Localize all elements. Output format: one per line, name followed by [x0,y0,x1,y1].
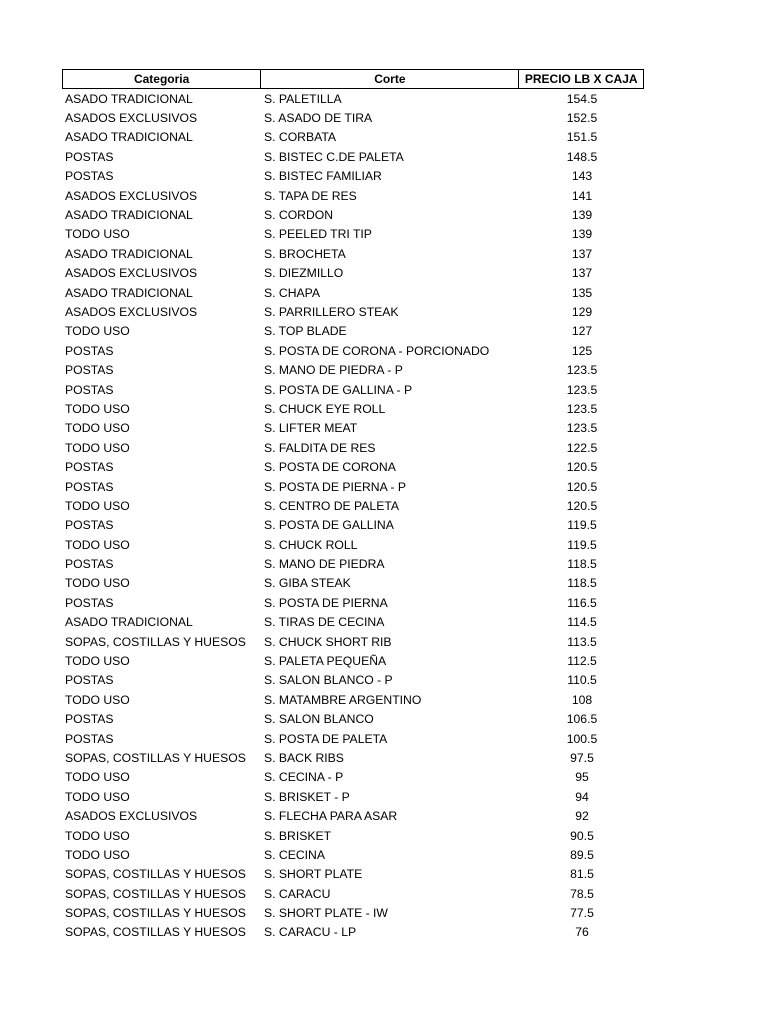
cell-price: 127 [571,324,593,339]
cell-cut: S. CORBATA [264,130,337,145]
table-row [62,186,644,205]
table-row [62,806,644,825]
cell-price: 139 [571,227,593,242]
table-row [62,748,644,767]
table-row [62,651,644,670]
cell-price: 120.5 [566,479,598,494]
table-row [62,613,644,632]
cell-price: 81.5 [570,867,594,882]
table-row [62,593,644,612]
cell-category: POSTAS [65,169,114,184]
cell-cut: S. PARRILLERO STEAK [264,304,399,319]
cell-price: 123.5 [566,382,598,397]
price-table [62,69,644,942]
cell-category: TODO USO [65,401,130,416]
cell-category: POSTAS [65,712,114,727]
cell-cut: S. BACK RIBS [264,750,344,765]
cell-cut: S. FLECHA PARA ASAR [264,809,398,824]
table-row [62,865,644,884]
cell-category: TODO USO [65,324,130,339]
cell-price: 120.5 [566,460,598,475]
cell-cut: S. CARACU - LP [264,925,357,940]
table-row [62,787,644,806]
cell-cut: S. POSTA DE GALLINA - P [264,382,413,397]
cell-price: 123.5 [566,421,598,436]
table-row [62,884,644,903]
cell-price: 129 [571,304,593,319]
table-row [62,826,644,845]
table-row [62,845,644,864]
cell-price: 148.5 [566,149,598,164]
cell-price: 97.5 [570,750,594,765]
table-row [62,322,644,341]
table-row [62,264,644,283]
cell-cut: S. POSTA DE CORONA - PORCIONADO [264,343,490,358]
cell-category: TODO USO [65,654,130,669]
table-row [62,89,644,108]
table-row [62,574,644,593]
table-row [62,225,644,244]
cell-cut: S. CECINA [264,847,325,862]
cell-category: POSTAS [65,518,114,533]
cell-category: TODO USO [65,828,130,843]
cell-cut: S. TOP BLADE [264,324,347,339]
cell-cut: S. POSTA DE PIERNA [264,595,388,610]
cell-price: 92 [575,809,589,824]
cell-cut: S. POSTA DE CORONA [264,460,396,475]
cell-cut: S. SHORT PLATE [264,867,363,882]
cell-cut: S. BISTEC C.DE PALETA [264,149,404,164]
cell-price: 123.5 [566,401,598,416]
cell-price: 120.5 [566,498,598,513]
cell-cut: S. POSTA DE PIERNA - P [264,479,406,494]
cell-category: TODO USO [65,847,130,862]
cell-cut: S. SALON BLANCO [264,712,374,727]
cell-cut: S. BRISKET - P [264,789,350,804]
cell-category: ASADOS EXCLUSIVOS [65,111,198,126]
cell-category: TODO USO [65,537,130,552]
cell-category: TODO USO [65,227,130,242]
cell-cut: S. MATAMBRE ARGENTINO [264,692,422,707]
cell-price: 118.5 [567,576,597,591]
cell-category: ASADOS EXCLUSIVOS [65,304,198,319]
cell-price: 151.5 [566,130,598,145]
table-row [62,477,644,496]
table-header [62,69,644,89]
table-row [62,496,644,515]
cell-price: 154.5 [566,91,598,106]
cell-price: 78.5 [570,886,594,901]
header-category: Categoria [63,70,261,88]
cell-price: 116.5 [567,595,597,610]
cell-cut: S. CECINA - P [264,770,344,785]
cell-price: 118.5 [567,557,597,572]
cell-category: POSTAS [65,479,114,494]
cell-price: 106.5 [566,712,598,727]
cell-cut: S. PEELED TRI TIP [264,227,372,242]
cell-cut: S. TAPA DE RES [264,188,357,203]
cell-cut: S. BROCHETA [264,246,346,261]
cell-cut: S. BRISKET [264,828,332,843]
cell-price: 94 [575,789,589,804]
table-row [62,302,644,321]
cell-category: TODO USO [65,498,130,513]
table-row [62,380,644,399]
cell-price: 114.5 [567,615,597,630]
table-body [62,89,644,942]
cell-cut: S. CHAPA [264,285,320,300]
cell-category: POSTAS [65,460,114,475]
cell-price: 141 [571,188,593,203]
cell-price: 143 [571,169,593,184]
cell-price: 100.5 [566,731,598,746]
cell-price: 135 [571,285,593,300]
table-row [62,535,644,554]
table-row [62,147,644,166]
cell-category: SOPAS, COSTILLAS Y HUESOS [65,634,246,649]
cell-price: 122.5 [566,440,598,455]
cell-cut: S. SALON BLANCO - P [264,673,393,688]
cell-category: SOPAS, COSTILLAS Y HUESOS [65,925,246,940]
cell-cut: S. ASADO DE TIRA [264,111,373,126]
cell-price: 112.5 [567,654,597,669]
cell-price: 119.5 [567,537,597,552]
cell-price: 95 [575,770,589,785]
cell-category: ASADO TRADICIONAL [65,615,193,630]
cell-category: POSTAS [65,731,114,746]
cell-cut: S. GIBA STEAK [264,576,351,591]
cell-category: ASADOS EXCLUSIVOS [65,266,198,281]
cell-cut: S. CHUCK SHORT RIB [264,634,392,649]
cell-category: SOPAS, COSTILLAS Y HUESOS [65,906,246,921]
cell-price: 90.5 [570,828,594,843]
table-row [62,903,644,922]
cell-cut: S. CENTRO DE PALETA [264,498,399,513]
table-row [62,341,644,360]
table-row [62,128,644,147]
table-row [62,923,644,942]
cell-category: POSTAS [65,149,114,164]
cell-price: 89.5 [570,847,594,862]
table-row [62,360,644,379]
header-price: PRECIO LB X CAJA [524,72,638,86]
table-row [62,690,644,709]
table-row [62,457,644,476]
cell-cut: S. POSTA DE GALLINA [264,518,394,533]
cell-category: TODO USO [65,789,130,804]
table-row [62,438,644,457]
cell-cut: S. PALETA PEQUEÑA [264,654,387,669]
cell-price: 125 [571,343,593,358]
cell-category: POSTAS [65,382,114,397]
cell-cut: S. FALDITA DE RES [264,440,376,455]
cell-price: 110.5 [567,673,597,688]
cell-category: TODO USO [65,440,130,455]
cell-category: SOPAS, COSTILLAS Y HUESOS [65,750,246,765]
cell-cut: S. CHUCK ROLL [264,537,358,552]
table-row [62,108,644,127]
cell-cut: S. DIEZMILLO [264,266,344,281]
cell-category: SOPAS, COSTILLAS Y HUESOS [65,867,246,882]
cell-category: ASADO TRADICIONAL [65,208,193,223]
cell-cut: S. CORDON [264,208,334,223]
table-row [62,205,644,224]
cell-category: SOPAS, COSTILLAS Y HUESOS [65,886,246,901]
cell-cut: S. PALETILLA [264,91,342,106]
cell-category: TODO USO [65,692,130,707]
cell-cut: S. POSTA DE PALETA [264,731,388,746]
cell-price: 137 [571,266,593,281]
cell-category: TODO USO [65,576,130,591]
table-row [62,671,644,690]
table-row [62,632,644,651]
table-row [62,283,644,302]
cell-category: ASADOS EXCLUSIVOS [65,809,198,824]
cell-price: 139 [571,208,593,223]
cell-price: 76 [575,925,589,940]
cell-price: 108 [571,692,593,707]
cell-price: 113.5 [567,634,597,649]
cell-category: ASADO TRADICIONAL [65,130,193,145]
table-row [62,729,644,748]
cell-cut: S. CARACU [264,886,331,901]
cell-cut: S. MANO DE PIEDRA - P [264,363,403,378]
table-row [62,516,644,535]
table-row [62,399,644,418]
cell-category: POSTAS [65,673,114,688]
cell-price: 123.5 [566,363,598,378]
cell-category: ASADO TRADICIONAL [65,285,193,300]
cell-price: 152.5 [566,111,598,126]
cell-category: TODO USO [65,421,130,436]
table-row [62,768,644,787]
cell-category: POSTAS [65,557,114,572]
table-row [62,419,644,438]
cell-price: 119.5 [567,518,597,533]
cell-price: 137 [571,246,593,261]
cell-category: POSTAS [65,343,114,358]
cell-category: ASADO TRADICIONAL [65,91,193,106]
cell-category: ASADOS EXCLUSIVOS [65,188,198,203]
cell-cut: S. CHUCK EYE ROLL [264,401,386,416]
cell-category: ASADO TRADICIONAL [65,246,193,261]
cell-cut: S. MANO DE PIEDRA [264,557,385,572]
table-row [62,167,644,186]
cell-category: TODO USO [65,770,130,785]
table-row [62,244,644,263]
table-row [62,710,644,729]
cell-category: POSTAS [65,363,114,378]
table-row [62,554,644,573]
cell-cut: S. LIFTER MEAT [264,421,358,436]
cell-cut: S. TIRAS DE CECINA [264,615,385,630]
cell-cut: S. SHORT PLATE - IW [264,906,388,921]
cell-price: 77.5 [570,906,594,921]
cell-category: POSTAS [65,595,114,610]
cell-cut: S. BISTEC FAMILIAR [264,169,382,184]
header-cut: Corte [261,70,519,88]
